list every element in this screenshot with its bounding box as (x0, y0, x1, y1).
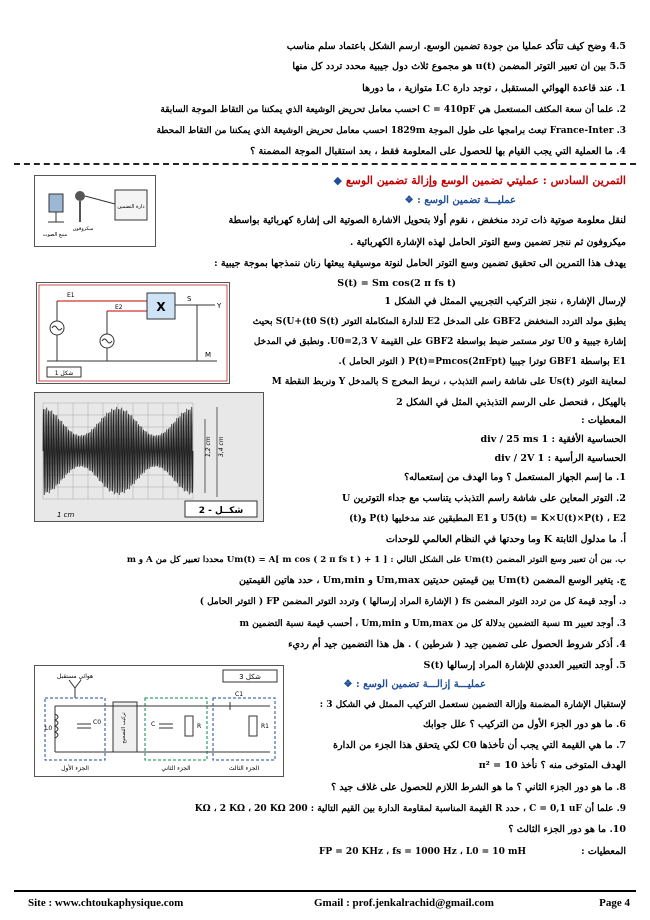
horizontal-sensitivity: الحساسية الأفقية : 1 div / 25 ms (480, 434, 626, 445)
figure-2-oscillogram (34, 392, 264, 522)
setup-line-6: بالهيكل ، فنحصل على الرسم التذبذبي المثل في الشكل 2 (396, 397, 626, 408)
source-label: منبع الصوت (42, 232, 68, 238)
question-b10: 10. ما هو دور الجزء الثالث ؟ (508, 824, 626, 835)
question-b9: 9. علما أن C = 0,1 uF ، حدد R القيمة المناسبة لمقاومة الدارة بين القيم التالية : 200 KΩ ، 2 KΩ ، 20 KΩ (194, 804, 626, 814)
question-a2: 2. التوتر المعاين على شاشة راسم التذبذب يتناسب مع جداء التوترين U (341, 493, 626, 504)
diagram-microphone-modulation (34, 175, 156, 247)
question-a2-d: د. أوجد قيمة كل من تردد التوتر المضمن fs ( الإشارة المراد إرسالها ) وتردد التوتر المضمن FP ( التوتر الحامل ) (199, 597, 626, 607)
question-b6: 6. ما هو دور الجزء الأول من التركيب ؟ علل جوابك (422, 719, 626, 730)
question-a4: 4. أذكر شروط الحصول على تضمين جيد ( شرطين ) . هل هذا التضمين جيد أم رديء (288, 639, 626, 650)
question-2: 2. علما أن سعة المكثف المستعمل هي C = 410pF احسب معامل تحريض الوشيعة الذي يمكننا من التقاط الموجة السابقة (160, 105, 626, 115)
modulated-wave-trace (43, 407, 193, 495)
question-b7-cont: الهدف المتوخى منه ؟ نأخذ 10 = π² (478, 760, 626, 771)
figure-3-caption: شكل 3 (239, 673, 261, 681)
multiplier-circuit-diagram (37, 283, 229, 383)
part-3-label: الجزء الثالث (228, 765, 260, 772)
final-data-values: FP = 20 KHz ، fs = 1000 Hz ، L0 = 10 mH (318, 847, 526, 857)
figure-3-circuit (34, 665, 284, 777)
figure-2-caption: شكــل - 2 (198, 506, 244, 516)
question-a3: 3. أوجد تعبير m نسبة التضمين بدلالة كل من Um,max و Um,min ، أحسب قيمة نسبة التضمين m (239, 619, 626, 629)
star-icon: ❖ (404, 195, 414, 206)
rectifier-label: تركيب التصحيح (121, 712, 127, 744)
page-footer (14, 890, 636, 914)
modulator-label: دارة التضمين (117, 204, 145, 210)
vertical-sensitivity: الحساسية الرأسية : 1 div / 2V (494, 453, 626, 464)
demodulation-circuit-diagram (35, 666, 283, 776)
output-s-label: S (187, 295, 192, 303)
footer-gmail: Gmail : prof.jenkalrachid@gmail.com (314, 897, 494, 909)
section2-title: عمليـــة إزالـــة تضمين الوسع : ❖ (343, 679, 486, 690)
figure-1-circuit (36, 282, 230, 384)
section1-title: عمليـــة تضمين الوسع : ❖ (404, 195, 516, 206)
dim-3-4cm: 3,4 cm (218, 436, 225, 457)
point-m-label: M (205, 351, 212, 359)
final-data-label: المعطيات : (581, 846, 626, 857)
part-1-label: الجزء الأول (61, 765, 89, 772)
intro-line-1: لنقل معلومة صوتية ذات تردد منخفض ، نقوم أولا بتحويل الاشارة الصوتية الى إشارة كهربائية بواسطة (228, 215, 626, 226)
c-label: C (151, 721, 156, 728)
setup-line-3: إشارة جيبية و U0 توتر مستمر ضبط بواسطة GBF2 على القيمة U0=2,3 V. ونطبق في المدخل (253, 337, 626, 347)
microphone-chain-diagram (35, 176, 155, 246)
question-4-5: 4.5 وضح كيف تتأكد عمليا من جودة تضمين الوسع. ارسم الشكل باعتماد سلم مناسب (286, 41, 626, 52)
section2-intro: لإستقبال الإشارة المضمنة وإزالة التضمين نستعمل التركيب الممثل في الشكل 3 : (319, 700, 626, 710)
footer-page-number: Page 4 (599, 897, 630, 909)
setup-line-5: لمعاينة التوتر Us(t) على شاشة راسم التذبذب ، نربط المخرج S بالمدخل Y ونربط النقطة M (271, 377, 626, 387)
question-a1: 1. ما إسم الجهاز المستعمل ؟ وما الهدف من إستعماله؟ (404, 472, 626, 483)
question-a2-formula: U5(t) = K×U(t)×P(t) ، E2 و E1 المطبقين عند مدخليها P(t) و(t) (349, 514, 626, 524)
question-4: 4. ما العملية التي يجب القيام بها للحصول على المعلومة فقط ، بعد استقبال الموجة المضمنة ؟ (250, 146, 626, 157)
pin-icon: ◆ (333, 174, 342, 187)
intro-line-2: ميكروفون ثم ننجز تضمين وسع التوتر الحامل لهذه الإشارة الكهربائية . (349, 237, 626, 248)
input-y-label: Y (217, 302, 222, 310)
question-1: 1. عند قاعدة الهوائي المستقبل ، توجد دارة LC متوازية ، ما دورها (362, 83, 626, 94)
setup-line-2: يطبق مولد التردد المنخفض GBF2 على المدخل E2 للدارة المتكاملة التوتر S(U+(t0 S(t) بحيث (252, 317, 626, 327)
data-title: المعطيات : (581, 415, 626, 426)
e2-label: E2 (115, 304, 123, 311)
intro-line-3: يهدف هذا التمرين الى تحقيق تضمين وسع التوتر الحامل لنوتة موسيقية يبعثها رنان ننمذجها بموجة جيبية : (214, 258, 626, 269)
c1-label: C1 (235, 691, 244, 698)
question-5-5: 5.5 بين ان تعبير التوتر المضمن u(t) هو مجموع ثلاث دول جيبية محدد تردد كل منها (292, 61, 626, 72)
figure-1-caption: شكل 1 (54, 370, 74, 377)
oscilloscope-trace (35, 393, 263, 521)
footer-site: Site : www.chtoukaphysique.com (28, 897, 184, 909)
e1-label: E1 (67, 292, 75, 299)
section-divider (14, 163, 636, 165)
r1-label: R1 (261, 723, 269, 730)
r-label: R (197, 723, 202, 730)
dim-1cm: 1 cm (57, 511, 75, 519)
exercise-title: التمرين السادس : عمليتي تضمين الوسع وإزالة تضمين الوسع ◆ (333, 174, 626, 187)
question-3: 3. France-Inter تبعث برامجها على طول الموجة 1829m احسب معامل تحريض الوشيعة الذي يمكننا من التقاط المحطة (156, 126, 626, 136)
worksheet-page (14, 0, 636, 920)
question-a2-b: ب. بين أن تعبير وسع التوتر المضمن Um(t) على الشكل التالي : Um(t) = A[ m cos ( 2 π fs t ) + 1 ] محددا تعبير كل من A و m (126, 555, 626, 565)
question-b7: 7. ما هي القيمة التي يجب أن تأخذها C0 لكي يتحقق هذا الجزء من الدارة (333, 740, 626, 751)
l0-label: L0 (45, 725, 53, 732)
question-a2-c: ج. يتغير الوسع المضمن Um(t) بين قيمتين حديتين Um,max و Um,min ، حدد هاتين القيمتين (239, 575, 626, 586)
c0-label: C0 (93, 719, 102, 726)
dim-1-2cm: 1,2 cm (205, 436, 212, 457)
part-2-label: الجزء الثاني (161, 765, 191, 772)
signal-equation: S(t) = Sm cos(2 π fs t) (337, 278, 456, 289)
question-a2-a: أ. ما مدلول الثابتة K وما وحدتها في النظام العالمي للوحدات (385, 534, 626, 545)
antenna-label: هوائي مستقبل (56, 673, 94, 680)
question-a5: 5. أوجد التعبير العددي للإشارة المراد إرسالها S(t) (423, 660, 626, 671)
star-icon: ❖ (343, 679, 353, 690)
multiplier-x-label: X (156, 300, 166, 314)
question-b8: 8. ما هو دور الجزء الثاني ؟ ما هو الشرط اللازم للحصول على غلاف جيد ؟ (331, 782, 626, 793)
setup-line-4: E1 بواسطة GBF1 توترا جيبيا P(t)=Pmcos(2πFpt) ( التوتر الحامل ). (338, 357, 626, 367)
setup-line-1: لإرسال الإشارة ، ننجز التركيب التجريبي الممثل في الشكل 1 (384, 296, 626, 307)
mic-label: ميكروفون (72, 226, 94, 232)
